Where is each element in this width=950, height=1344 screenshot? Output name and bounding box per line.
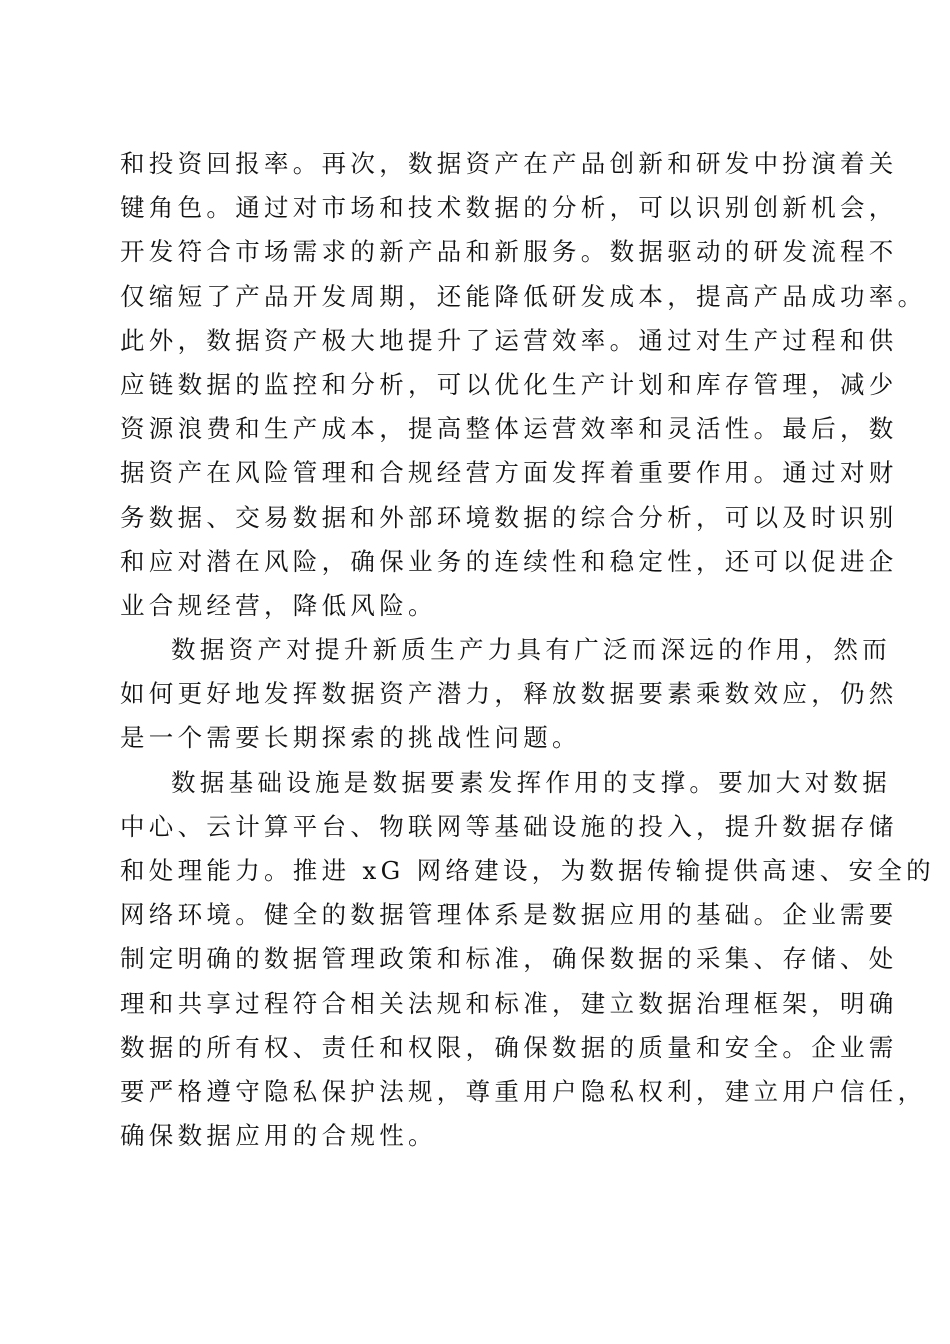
text-line: 此外，数据资产极大地提升了运营效率。通过对生产过程和供 (120, 325, 898, 355)
text-line: 理和共享过程符合相关法规和标准，建立数据治理框架，明确 (120, 988, 898, 1018)
text-line: 如何更好地发挥数据资产潜力，释放数据要素乘数效应，仍然 (120, 679, 898, 709)
text-line: 仅缩短了产品开发周期，还能降低研发成本，提高产品成功率。 (120, 281, 927, 311)
text-line: 是一个需要长期探索的挑战性问题。 (120, 723, 581, 753)
text-line: 要严格遵守隐私保护法规，尊重用户隐私权利，建立用户信任， (120, 1076, 927, 1106)
text-line: 数据基础设施是数据要素发挥作用的支撑。要加大对数据 (171, 767, 891, 797)
text-line: 数据资产对提升新质生产力具有广泛而深远的作用，然而 (171, 635, 891, 665)
text-line: 和投资回报率。再次，数据资产在产品创新和研发中扮演着关 (120, 149, 898, 178)
text-line: 数据的所有权、责任和权限，确保数据的质量和安全。企业需 (120, 1032, 898, 1062)
text-line: 确保数据应用的合规性。 (120, 1121, 437, 1151)
text-line: 资源浪费和生产成本，提高整体运营效率和灵活性。最后，数 (120, 414, 898, 444)
paragraph-1 (120, 142, 927, 628)
paragraph-3 (120, 761, 935, 1159)
text-line: 业合规经营，降低风险。 (120, 590, 437, 620)
text-line: 务数据、交易数据和外部环境数据的综合分析，可以及时识别 (120, 502, 898, 532)
text-line: 键角色。通过对市场和技术数据的分析，可以识别创新机会， (120, 193, 898, 223)
body-text (120, 142, 935, 1158)
text-line: 和应对潜在风险，确保业务的连续性和稳定性，还可以促进企 (120, 546, 898, 576)
text-line: 网络环境。健全的数据管理体系是数据应用的基础。企业需要 (120, 900, 898, 930)
text-line: 中心、云计算平台、物联网等基础设施的投入，提升数据存储 (120, 811, 898, 841)
text-line: 开发符合市场需求的新产品和新服务。数据驱动的研发流程不 (120, 237, 898, 267)
text-line: 和处理能力。推进 xG 网络建设，为数据传输提供高速、安全的 (120, 856, 935, 885)
text-line: 应链数据的监控和分析，可以优化生产计划和库存管理，减少 (120, 369, 898, 399)
text-line: 制定明确的数据管理政策和标准，确保数据的采集、存储、处 (120, 944, 898, 974)
paragraph-2 (120, 628, 898, 761)
text-line: 据资产在风险管理和合规经营方面发挥着重要作用。通过对财 (120, 458, 898, 488)
